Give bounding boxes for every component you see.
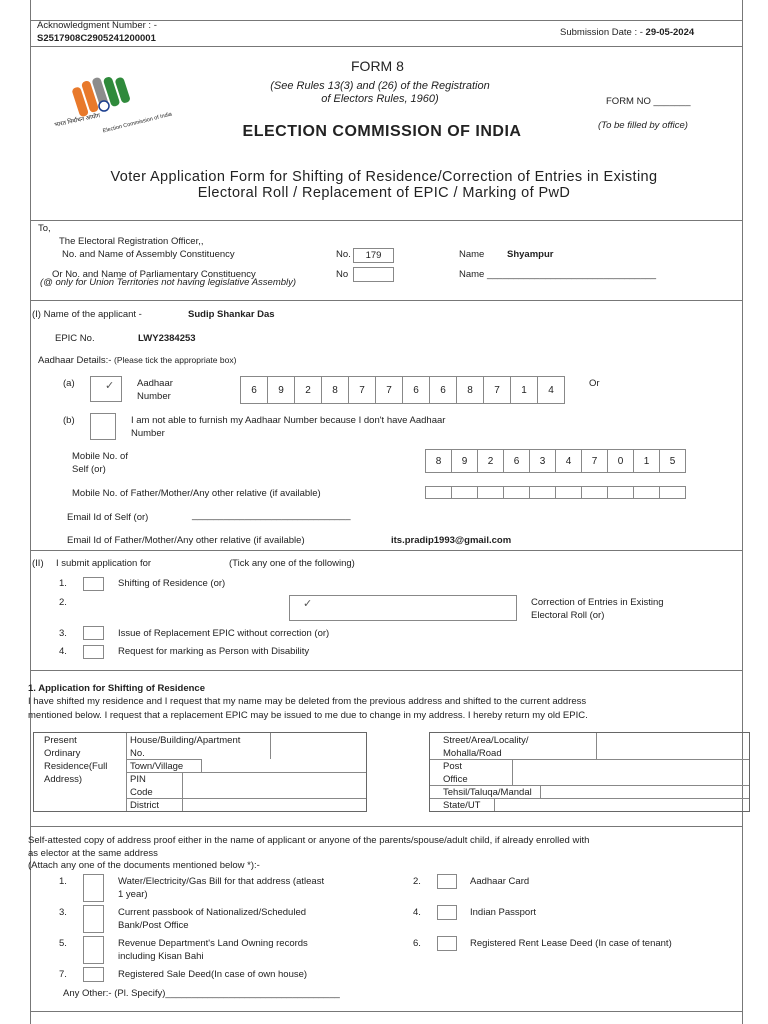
shifting-title: 1. Application for Shifting of Residence xyxy=(28,683,205,694)
email-relative-value: its.pradip1993@gmail.com xyxy=(391,535,512,546)
email-self-line[interactable]: ______________________________ xyxy=(192,510,351,521)
assembly-name-value: Shyampur xyxy=(507,249,554,260)
relative-digit-cell[interactable] xyxy=(451,486,478,499)
right-row-line-1 xyxy=(430,759,749,760)
rules-text: (See Rules 13(3) and (26) of the Registration of Electors Rules, 1960) xyxy=(270,80,490,105)
correction-checkbox[interactable] xyxy=(289,595,517,621)
relative-digit-cell[interactable] xyxy=(529,486,556,499)
no-aadhaar-text-2: Number xyxy=(131,428,165,439)
doc6-num: 6. xyxy=(413,938,421,949)
doc4-num: 4. xyxy=(413,907,421,918)
mobile-digit-cell[interactable]: 0 xyxy=(607,449,634,473)
doc4-checkbox[interactable] xyxy=(437,905,457,920)
present-label-1: Present xyxy=(44,735,77,746)
or-label: Or xyxy=(589,378,600,389)
relative-digit-cell[interactable] xyxy=(633,486,660,499)
pwd-checkbox[interactable] xyxy=(83,645,104,659)
mobile-self-label-1: Mobile No. of xyxy=(72,451,128,462)
replacement-epic-checkbox[interactable] xyxy=(83,626,104,640)
tehsil-field-divider xyxy=(540,785,541,798)
divider-shifting xyxy=(30,826,743,827)
doc1-text-1: Water/Electricity/Gas Bill for that address (atleast xyxy=(118,876,325,887)
epic-value: LWY2384253 xyxy=(138,333,196,344)
option4-num: 4. xyxy=(59,646,67,657)
aadhaar-digit-cell[interactable]: 8 xyxy=(456,376,484,404)
street-field-divider xyxy=(596,733,597,759)
town-field[interactable] xyxy=(201,759,366,773)
aadhaar-digit-cell[interactable]: 6 xyxy=(429,376,457,404)
parliament-no-field[interactable] xyxy=(353,267,394,282)
mobile-digit-cell[interactable]: 4 xyxy=(555,449,582,473)
ack-label: Acknowledgment Number : - xyxy=(37,20,157,31)
pin-label-1: PIN xyxy=(130,774,146,785)
aadhaar-digit-cell[interactable]: 7 xyxy=(348,376,376,404)
docs-intro-3: (Attach any one of the documents mentioned below *):- xyxy=(28,860,260,871)
commission-name: ELECTION COMMISSION OF INDIA xyxy=(242,123,522,140)
submission-label: Submission Date : - xyxy=(560,27,643,38)
assembly-no-field[interactable]: 179 xyxy=(353,248,394,263)
mobile-digit-cell[interactable]: 8 xyxy=(425,449,452,473)
aadhaar-number-cells[interactable] xyxy=(241,376,565,404)
present-label-2: Ordinary xyxy=(44,748,81,759)
form-subtitle: Voter Application Form for Shifting of Residence/Correction of Entries in Existing Electoral Roll / Replacement of EPIC / Marking of PwD xyxy=(110,169,658,201)
aadhaar-digit-cell[interactable]: 9 xyxy=(267,376,295,404)
tehsil-label: Tehsil/Taluqa/Mandal xyxy=(443,787,532,798)
eci-logo xyxy=(54,72,173,152)
parliament-label: Or No. and Name of Parliamentary Constituency xyxy=(52,269,256,280)
no-aadhaar-checkbox[interactable] xyxy=(90,413,116,440)
aadhaar-tick-icon: ✓ xyxy=(105,380,115,392)
option1-num: 1. xyxy=(59,578,67,589)
doc1-text-2: 1 year) xyxy=(118,889,148,900)
option2-text-2: Electoral Roll (or) xyxy=(531,610,605,621)
parliament-no-label: No xyxy=(336,269,349,280)
mobile-digit-cell[interactable]: 5 xyxy=(659,449,686,473)
relative-digit-cell[interactable] xyxy=(659,486,686,499)
doc7-num: 7. xyxy=(59,969,67,980)
relative-digit-cell[interactable] xyxy=(607,486,634,499)
option2-text-1: Correction of Entries in Existing xyxy=(531,597,664,608)
pin-field-divider xyxy=(182,772,183,798)
no-aadhaar-text-1: I am not able to furnish my Aadhaar Number because I don't have Aadhaar xyxy=(131,415,446,426)
aadhaar-digit-cell[interactable]: 8 xyxy=(321,376,349,404)
mobile-digit-cell[interactable]: 6 xyxy=(503,449,530,473)
relative-digit-cell[interactable] xyxy=(555,486,582,499)
mobile-number-cells[interactable] xyxy=(426,449,686,473)
divider-subtitle xyxy=(30,220,743,221)
doc2-text: Aadhaar Card xyxy=(470,876,530,887)
mobile-digit-cell[interactable]: 3 xyxy=(529,449,556,473)
assembly-no-label: No. xyxy=(336,249,351,260)
section2-intro: I submit application for xyxy=(56,558,152,569)
divider-addressee xyxy=(30,300,743,301)
state-field-divider xyxy=(494,798,495,811)
mobile-digit-cell[interactable]: 1 xyxy=(633,449,660,473)
state-label: State/UT xyxy=(443,800,481,811)
aadhaar-digit-cell[interactable]: 2 xyxy=(294,376,322,404)
section2-hint: (Tick any one of the following) xyxy=(229,558,355,569)
address-table-right xyxy=(429,732,750,812)
doc3-checkbox[interactable] xyxy=(83,905,104,933)
logo-hindi: भारत निर्वाचन आयोग xyxy=(54,113,101,129)
form-no: FORM NO _______ xyxy=(606,96,691,107)
submission-date xyxy=(560,27,694,38)
section2-label: (II) xyxy=(32,558,44,569)
right-border xyxy=(742,0,743,1024)
shifting-para-2: mentioned below. I request that a replacement EPIC may be issued to me due to change in my address. I hereby return my old EPIC. xyxy=(28,710,588,721)
aadhaar-digit-cell[interactable]: 7 xyxy=(375,376,403,404)
street-label-2: Mohalla/Road xyxy=(443,748,502,759)
relative-digit-cell[interactable] xyxy=(477,486,504,499)
doc5-checkbox[interactable] xyxy=(83,936,104,964)
pin-label-2: Code xyxy=(130,787,153,798)
aadhaar-hint: (Please tick the appropriate box) xyxy=(114,355,237,365)
doc1-num: 1. xyxy=(59,876,67,887)
eci-logo-graphic xyxy=(58,72,150,152)
street-label-1: Street/Area/Locality/ xyxy=(443,735,529,746)
applicant-name-label: (I) Name of the applicant - xyxy=(32,309,142,320)
post-label-1: Post xyxy=(443,761,463,772)
docs-intro-2: as elector at the same address xyxy=(28,848,158,859)
assembly-name-label: Name xyxy=(459,249,485,260)
doc1-checkbox[interactable] xyxy=(83,874,104,902)
ut-note: (@ only for Union Territories not having legislative Assembly) xyxy=(40,277,297,288)
shifting-para-1: I have shifted my residence and I request that my name may be deleted from the previous address and shifted to the current address xyxy=(28,696,587,707)
address-table-left xyxy=(33,732,367,812)
post-field-divider xyxy=(512,759,513,785)
option2-num: 2. xyxy=(59,597,67,608)
mobile-digit-cell[interactable]: 2 xyxy=(477,449,504,473)
option3-text: Issue of Replacement EPIC without correction (or) xyxy=(118,628,330,639)
shifting-checkbox[interactable] xyxy=(83,577,104,591)
row-line-2 xyxy=(126,772,366,773)
bottom-border xyxy=(30,1011,743,1012)
doc-other[interactable]: Any Other:- (Pl. Specify)_________________________________ xyxy=(63,988,340,999)
option4-text: Request for marking as Person with Disability xyxy=(118,646,310,657)
option-a-label: (a) xyxy=(63,378,75,389)
doc3-num: 3. xyxy=(59,907,67,918)
divider-applicant xyxy=(30,550,743,551)
mobile-relative-label: Mobile No. of Father/Mother/Any other relative (if available) xyxy=(72,488,321,499)
doc4-text: Indian Passport xyxy=(470,907,537,918)
doc6-checkbox[interactable] xyxy=(437,936,457,951)
parliament-name-line: Name ________________________________ xyxy=(459,269,657,280)
docs-intro-1: Self-attested copy of address proof either in the name of applicant or anyone of the parents/spouse/adult child, if already enrolled with xyxy=(28,835,590,846)
assembly-label: No. and Name of Assembly Constituency xyxy=(62,249,235,260)
doc6-text: Registered Rent Lease Deed (In case of tenant) xyxy=(470,938,672,949)
house-label-2: No. xyxy=(130,748,145,759)
district-field-divider xyxy=(182,798,183,811)
email-self-label: Email Id of Self (or) xyxy=(67,512,149,523)
doc3-text-1: Current passbook of Nationalized/Scheduled xyxy=(118,907,307,918)
relative-mobile-cells[interactable] xyxy=(426,486,686,499)
divider-section2 xyxy=(30,670,743,671)
office-note: (To be filled by office) xyxy=(598,120,688,131)
present-label-3: Residence(Full xyxy=(44,761,108,772)
house-field-divider xyxy=(270,733,271,759)
aadhaar-label xyxy=(38,355,236,366)
ack-number: S2517908C2905241200001 xyxy=(37,33,156,44)
aadhaar-number-label-2: Number xyxy=(137,391,171,402)
aadhaar-digit-cell[interactable]: 4 xyxy=(537,376,565,404)
aadhaar-digit-cell[interactable]: 6 xyxy=(240,376,268,404)
doc5-num: 5. xyxy=(59,938,67,949)
present-label-4: Address) xyxy=(44,774,83,785)
mobile-self-label-2: Self (or) xyxy=(72,464,106,475)
town-label: Town/Village xyxy=(130,761,184,772)
doc5-text-1: Revenue Department's Land Owning records xyxy=(118,938,308,949)
mobile-digit-cell[interactable]: 9 xyxy=(451,449,478,473)
relative-digit-cell[interactable] xyxy=(503,486,530,499)
email-relative-label: Email Id of Father/Mother/Any other relative (if available) xyxy=(67,535,305,546)
applicant-name: Sudip Shankar Das xyxy=(188,309,275,320)
house-label-1: House/Building/Apartment xyxy=(130,735,241,746)
row-line-3 xyxy=(126,798,366,799)
aadhaar-digit-cell[interactable]: 7 xyxy=(483,376,511,404)
doc7-checkbox[interactable] xyxy=(83,967,104,982)
aadhaar-number-label-1: Aadhaar xyxy=(137,378,173,389)
doc7-text: Registered Sale Deed(In case of own house) xyxy=(118,969,308,980)
aadhaar-details-label: Aadhaar Details:- xyxy=(38,355,112,366)
relative-digit-cell[interactable] xyxy=(581,486,608,499)
mobile-digit-cell[interactable]: 7 xyxy=(581,449,608,473)
district-label: District xyxy=(130,800,160,811)
doc2-checkbox[interactable] xyxy=(437,874,457,889)
doc5-text-2: including Kisan Bahi xyxy=(118,951,204,962)
aadhaar-digit-cell[interactable]: 6 xyxy=(402,376,430,404)
option3-num: 3. xyxy=(59,628,67,639)
option1-text: Shifting of Residence (or) xyxy=(118,578,226,589)
correction-tick-icon: ✓ xyxy=(303,598,313,610)
doc3-text-2: Bank/Post Office xyxy=(118,920,189,931)
submission-value: 29-05-2024 xyxy=(645,27,695,38)
epic-label: EPIC No. xyxy=(55,333,95,344)
doc2-num: 2. xyxy=(413,876,421,887)
aadhaar-digit-cell[interactable]: 1 xyxy=(510,376,538,404)
to-label: To, xyxy=(38,223,51,234)
relative-digit-cell[interactable] xyxy=(425,486,452,499)
header-divider xyxy=(30,46,743,47)
post-label-2: Office xyxy=(443,774,468,785)
option-b-label: (b) xyxy=(63,415,75,426)
logo-english: Election Commission of India xyxy=(102,111,173,135)
form-title: FORM 8 xyxy=(351,58,404,74)
officer-label: The Electoral Registration Officer,, xyxy=(59,236,204,247)
